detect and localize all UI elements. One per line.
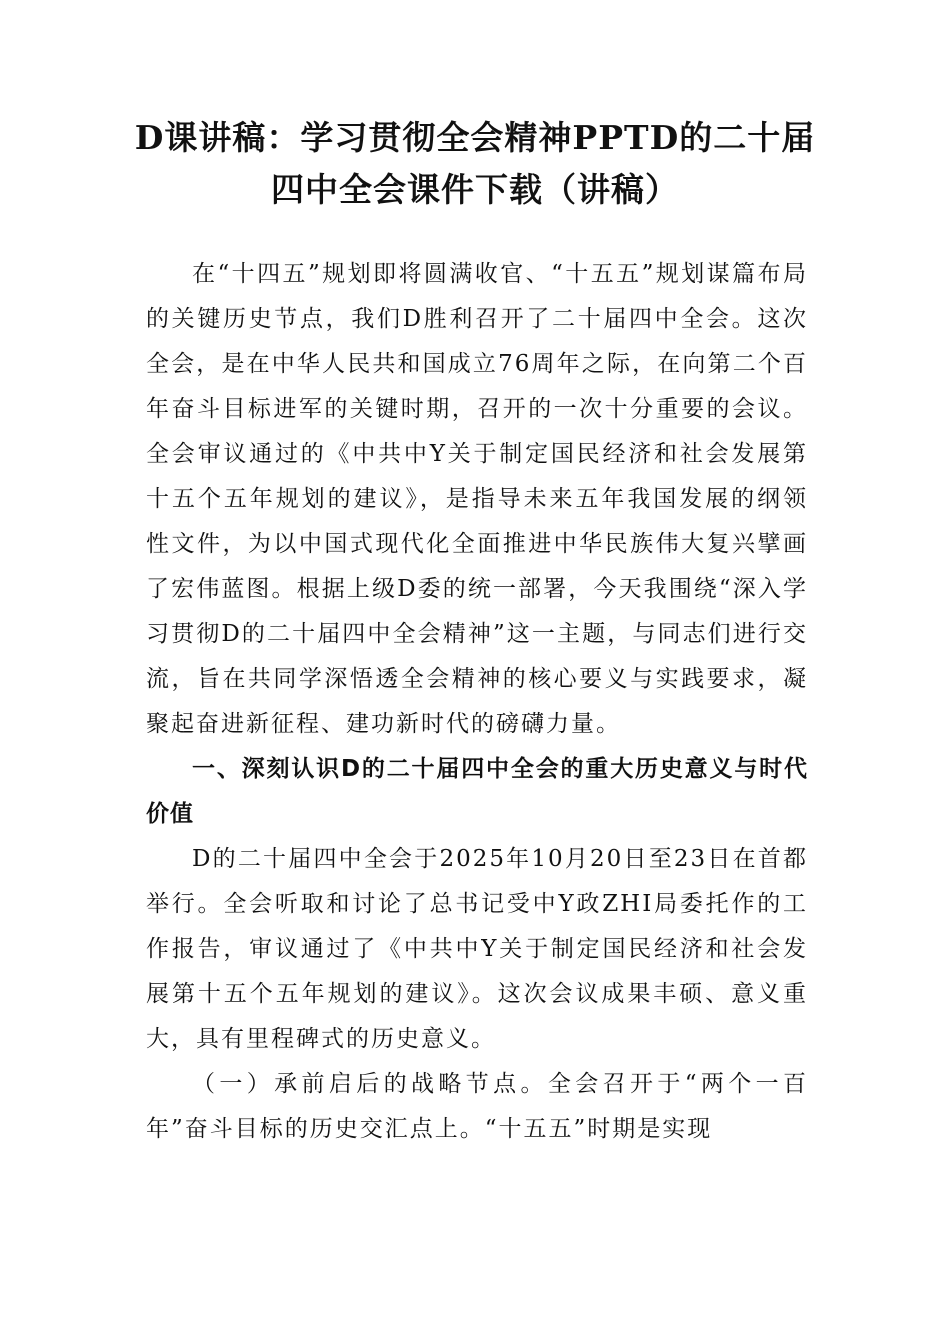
subsection-paragraph (146, 1062, 808, 1152)
document-title: D课讲稿：学习贯彻全会精神PPTD的二十届四中全会课件下载（讲稿） (134, 118, 816, 209)
body-paragraph: D的二十届四中全会于2025年10月20日至23日在首都举行。全会听取和讨论了总书记受中Y政ZHI局委托作的工作报告，审议通过了《中共中Y关于制定国民经济和社会发展第十五个五年规划的建议》。这次会议成果丰硕、意义重大，具有里程碑式的历史意义。 (146, 846, 808, 1052)
section-heading: 一、深刻认识D的二十届四中全会的重大历史意义与时代价值 (146, 756, 808, 827)
subsection-heading: （一）承前启后的战略节点。 (192, 1071, 548, 1097)
document-body (146, 252, 808, 1152)
intro-paragraph: 在“十四五”规划即将圆满收官、“十五五”规划谋篇布局的关键历史节点，我们D胜利召开了二十届四中全会。这次全会，是在中华人民共和国成立76周年之际，在向第二个百年奋斗目标进军的关键时期，召开的一次十分重要的会议。全会审议通过的《中共中Y关于制定国民经济和社会发展第十五个五年规划的建议》，是指导未来五年我国发展的纲领性文件，为以中国式现代化全面推进中华民族伟大复兴擘画了宏伟蓝图。根据上级D委的统一部署，今天我围绕“深入学习贯彻D的二十届四中全会精神”这一主题，与同志们进行交流，旨在共同学深悟透全会精神的核心要义与实践要求，凝聚起奋进新征程、建功新时代的磅礴力量。 (146, 261, 808, 737)
subsection-text: 全会召开于“两个一百年”奋斗目标的历史交汇点上。“十五五”时期是实现 (146, 1071, 809, 1142)
